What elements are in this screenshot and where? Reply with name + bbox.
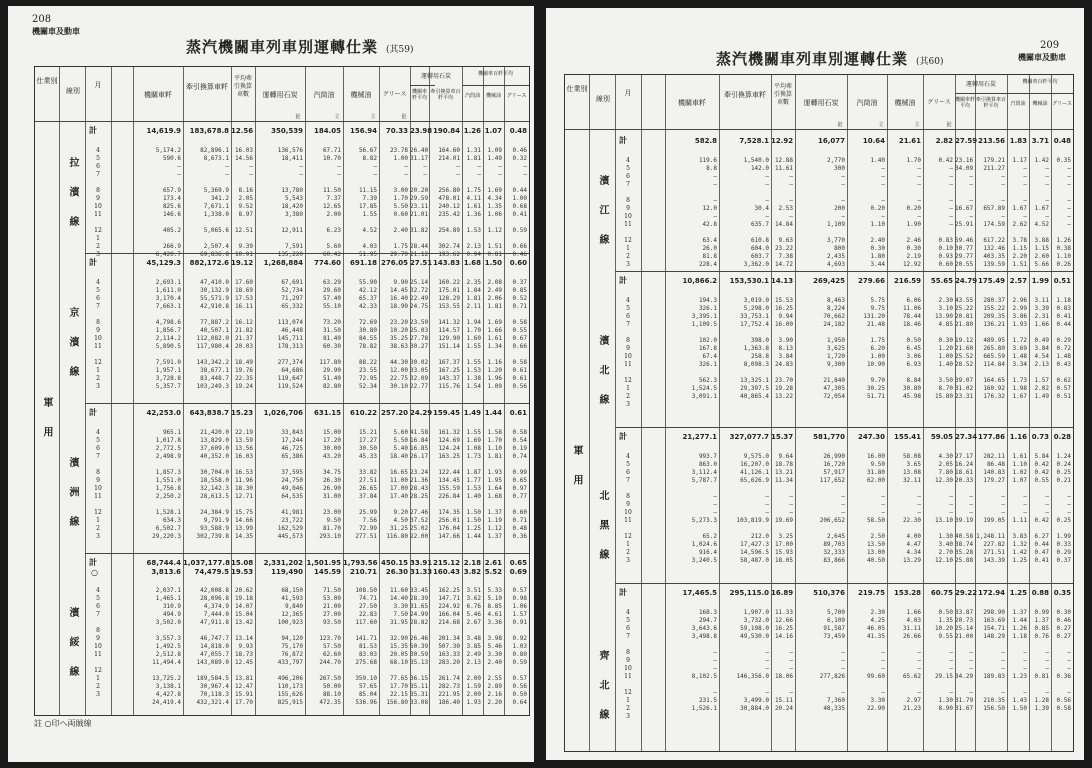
- total-cell: 7,528.1: [739, 137, 769, 145]
- value-column: 11.33 12.66 16.25 14.16 — — — 18.06 — 15.11 20.24: [774, 609, 793, 712]
- value-column: 2.30 3.10 13.90 4.85 0.30 1.20 1.00 1.40 3.50 8.70 15.80: [934, 297, 953, 400]
- value-column: 15.00 17.20 30.00 43.20 34.75 26.30 26.90 31.00 23.00 9.50 81.70 293.10: [319, 429, 341, 540]
- total-cell: 27.34: [955, 433, 978, 441]
- value-column: 63.29 29.60 57.40 55.10 73.20 31.50 81.40 60.30 117.80 29.90 51.40 82.80: [319, 279, 341, 390]
- header-loco-km: 機關車粁: [678, 99, 706, 107]
- header-coal-per-car: 牽引換算車百粁平均: [975, 97, 1006, 109]
- header-month: 月: [94, 81, 102, 89]
- value-column: 25.14 32.72 22.49 24.75 23.50 25.03 27.78 30.27 30.02 33.05 32.09 22.77: [410, 279, 429, 390]
- header-per100-grease: グリース: [1052, 101, 1072, 107]
- header-category: 仕業別: [36, 77, 58, 85]
- value-column: 282.11 86.48 140.83 179.27 — — — 199.05 1,248.11 227.82 271.51 143.39: [976, 453, 1005, 564]
- total-label: 計: [619, 587, 627, 597]
- month-column: 4 5 6 7 8 9 10 11 12 1 2 3: [624, 453, 632, 564]
- value-column: 0.57 0.98 1.06 1.57 0.91 0.92 1.03 0.80 0.59 0.57 0.56 0.50 0.64: [512, 587, 527, 706]
- total-cell: 45,129.3: [146, 259, 181, 267]
- data-table: 仕業別 線別 月 機關車粁 牽引換算車粁 平均牽引換算車數 運轉用石炭 汽筒油 機械油 グリース 運轉用石炭 機關車粁平均 牽引換算車百粁平均 機關車百粁平均 汽筒油 機械油 グリース 瓩 立 立 瓩 軍 用 濱 江 線 濱 北 線 北 黑 線 齊 北 線 計 582.8 7,528.1 12.92 16,077 10.64 21.61 2.82 27.59 213.56 1.83 3.71 0.48 4 5 6 7 8 9 10 11 12 1 2 3 119.6 8.8 — — — 12.0 — 42.8 63.4 26.0 81.8 228.4 1,540.0 142.0 — — — 30.4 — 635.7 610.8 604.0 603.7 3,362.0 12.88 11.61 — — — 2.53 — 14.84 9.63 23.22 7.38 14.72 2,770 300 — — — 200 — 1,109 3,770 800 2,435 4,693 1.40 — — — — 0.20 — 1.10 2.40 0.30 1.80 3.44 1.70 — — — — 0.20 — 1.90 2.46 0.30 2.19 12.92 0.42 — — — — — — — 0.83 0.10 0.93 0.60 23.16 34.09 — — — 16.67 — 25.91 59.46 30.77 29.77 20.55 179.21 211.27 — — — 657.89 — 174.59 617.22 132.46 403.35 139.59 1.17 — — — — 1.67 — 2.62 3.78 1.15 2.20 1.51 1.42 — — — — 1.67 — 4.52 3.88 1.15 2.60 5.66 0.35 — — — — — — — 1.26 0.38 1.10 0.26 計 10,866.2 153,530.1 14.13 269,425 279.66 216.59 55.65 24.79 175.49 2.57 1.99 0.51 4 5 6 7 8 9 10 11 12 1 2 3 194.3 326.1 3,395.1 1,109.5 102.0 167.8 67.4 326.1 562.3 1,524.5 3,091.1 3,019.0 5,298.0 33,753.1 17,752.4 398.0 1,363.8 258.8 8,098.3 13,325.1 29,397.5 40,865.4 15.53 16.25 9.94 16.00 3.90 8.13 3.84 24.83 23.70 19.28 13.22 8,463 8,224 70,662 24,182 1,950 3,625 1,720 9,300 21,840 47,305 72,054 5.75 9.75 131.20 21.48 1.75 6.20 1.00 10.90 9.70 30.25 51.71 6.06 11.06 78.44 18.46 0.50 6.45 3.06 6.93 8.84 30.80 45.98 2.30 3.10 13.90 4.85 0.30 1.20 1.00 1.40 3.50 8.70 15.80 43.55 25.22 20.81 21.80 19.12 21.60 25.52 28.52 39.07 31.02 23.31 280.37 155.22 209.35 136.21 489.95 265.80 665.59 114.84 164.65 160.92 176.32 2.96 2.99 3.86 1.93 1.72 3.69 1.48 3.34 1.73 1.98 1.67 3.11 3.39 2.31 1.66 0.49 3.84 4.54 2.13 1.57 2.02 1.49 1.18 0.83 0.41 0.44 0.29 0.72 1.48 0.43 0.62 0.57 0.51 計 21,277.1 327,077.7 15.37 581,770 247.30 155.41 59.05 27.34 177.86 1.16 0.73 0.28 4 5 6 7 8 9 10 11 12 1 2 3 993.7 863.0 3,112.4 5,787.7 — — — 5,273.3 65.2 1,024.6 916.4 3,240.5 9,575.0 16,207.0 41,126.1 65,626.9 — — — 103,819.9 212.0 17,427.3 14,596.5 58,487.0 9.64 18.78 13.21 11.34 — — — 19.69 3.25 17.00 15.93 18.05 26,990 16,720 57,917 117,652 — — — 206,652 2,645 89,703 32,333 83,866 16.00 9.50 31.80 62.00 — — — 58.50 2.50 13.50 13.00 40.50 58.08 3.65 13.08 32.11 — — — 22.30 4.00 4.47 4.34 13.29 4.30 2.05 7.80 12.30 — — — 13.10 1.30 3.40 2.70 12.10 27.17 16.24 18.61 20.33 — — — 39.19 40.58 38.74 35.28 25.88 282.11 86.48 140.83 179.27 — — — 199.05 1,248.11 227.82 271.51 143.39 1.61 1.10 1.02 1.07 — — — 1.11 3.83 1.32 1.42 1.25 5.84 0.42 0.42 0.55 — — — 0.42 6.27 0.44 0.47 0.41 1.24 0.24 0.25 0.21 — — — 0.25 1.99 0.33 0.29 0.37 計 17,465.5 295,115.0 16.89 510,376 219.75 153.28 60.75 29.22 172.94 1.25 0.88 0.35 4 5 6 7 8 9 10 11 12 1 2 3 168.3 294.7 3,643.6 3,498.8 — — — 8,102.5 — 231.5 1,526.1 1,907.0 3,732.0 59,198.0 49,530.0 — — — 146,356.0 — 3,499.0 30,884.0 11.33 12.66 16.25 14.16 — — — 18.06 — 15.11 20.24 5,700 6,109 91,587 73,459 — — — 277,826 — 7,360 48,335 2.30 4.25 46.05 41.35 — — — 99.60 — 3.30 22.90 1.66 4.03 31.11 26.66 — — — 65.62 — 2.97 21.23 0.50 1.35 10.20 9.55 — — — 29.15 — 1.30 8.90 33.87 20.73 25.14 21.00 — — — 34.29 — 31.79 31.67 298.90 163.69 154.71 148.29 — — — 189.83 — 210.35 156.50 1.37 1.44 1.26 1.18 — — — 1.23 — 1.43 1.50 0.99 1.37 0.85 0.76 — — — 0.81 — 1.28 1.39 0.30 0.46 0.27 0.27 — — — 0.36 — 0.56 0.58: [564, 74, 1074, 752]
- total-cell: 882,172.6: [189, 259, 229, 267]
- value-column: 0.99 1.37 0.85 0.76 — — — 0.81 — 1.28 1.39: [1034, 609, 1049, 712]
- total-cell: 2,331,202: [263, 559, 303, 567]
- total-cell: 295,115.0: [729, 589, 769, 597]
- subtotal-label: ○: [91, 567, 98, 577]
- table-number: (其59): [386, 45, 414, 55]
- page-number: 209: [1040, 40, 1060, 51]
- total-cell: 1.25: [1009, 589, 1027, 597]
- value-column: 161.32 124.69 124.24 163.25 122.44 134.45 155.59 226.84 174.35 256.01 176.04 147.66: [438, 429, 460, 540]
- value-column: 23.16 34.09 — — — 16.67 — 25.91 59.46 30.77 29.77 20.55: [955, 157, 974, 268]
- total-cell: 29.22: [955, 589, 978, 597]
- total-cell: 1,268,884: [263, 259, 303, 267]
- value-column: 9.64 18.78 13.21 11.34 — — — 19.69 3.25 17.00 15.93 18.05: [774, 453, 793, 564]
- total-cell: 55.65: [930, 277, 953, 285]
- total-cell: 183,678.8: [189, 127, 229, 135]
- total-cell: 0.73: [1031, 433, 1049, 441]
- value-column: 41.58 16.84 16.85 26.17 23.24 21.36 28.43 28.25 27.46 37.52 25.02 22.00: [410, 429, 429, 540]
- total-cell: 276.05: [380, 259, 408, 267]
- value-column: 23.78 1.00 — — 3.00 1.70 5.50 0.60 2.40 1.75 29.70: [389, 147, 408, 258]
- header-month: 月: [624, 89, 632, 97]
- header-avg-tug: 平均牽引換算車數: [233, 75, 252, 98]
- value-column: 1.61 1.10 1.02 1.07 — — — 1.11 3.83 1.32 1.42 1.25: [1012, 453, 1027, 564]
- month-column: 4 5 6 7 8 9 10 11 12 1 2 3: [94, 279, 102, 390]
- line-name: 濱 北 線: [597, 335, 608, 412]
- total-cell: 17,465.5: [682, 589, 717, 597]
- value-column: 71.50 53.00 21.00 27.00 93.50 123.70 57.50 62.60 244.70 267.50 50.00 88.10 472.35: [319, 587, 341, 706]
- total-cell: 774.60: [313, 259, 341, 267]
- value-column: 17.60 18.69 17.53 16.11 16.12 21.82 21.37 20.03 18.49 19.76 22.35 19.24: [234, 279, 253, 390]
- subtotal-cell: 0.69: [509, 568, 527, 576]
- total-cell: 21.61: [898, 137, 921, 145]
- total-cell: 0.88: [1031, 589, 1049, 597]
- section-label: 機關車及動車: [32, 26, 80, 36]
- value-column: 26,990 16,720 57,917 117,652 — — — 206,652 2,645 89,703 32,333 83,866: [819, 453, 845, 564]
- header-per100-group: 機關車百粁平均: [1022, 79, 1058, 85]
- page-title: 蒸汽機關車列車別運轉仕業 (其60): [716, 50, 944, 68]
- header-loco-km: 機關車粁: [144, 91, 172, 99]
- subtotal-cell: 74,479.5: [194, 568, 229, 576]
- header-cyl-oil: 汽筒油: [856, 99, 878, 107]
- value-column: 43.55 25.22 20.81 21.80 19.12 21.60 25.52 28.52 39.07 31.02 23.31: [955, 297, 974, 400]
- month-column: 4 5 6 7 8 9 10 11 12 1 2 3: [94, 147, 102, 258]
- line-name: 北 黑 線: [597, 490, 608, 567]
- month-column: 4 5 6 7 8 9 10 11 12 1 2 3: [624, 609, 632, 720]
- value-column: 119.6 8.8 — — — 12.0 — 42.8 63.4 26.0 81.8 228.4: [698, 157, 717, 268]
- total-cell: 1,501.95: [306, 559, 341, 567]
- value-column: 3.11 3.39 2.31 1.66 0.49 3.84 4.54 2.13 1.57 2.02 1.49: [1034, 297, 1049, 400]
- total-cell: 12.56: [231, 127, 254, 135]
- value-column: 1.31 1.81 — — 1.75 4.11 1.61 1.36 1.53 2.13 0.94: [466, 147, 481, 258]
- total-cell: 16.89: [771, 589, 794, 597]
- value-column: 12.88 11.61 — — — 2.53 — 14.84 9.63 23.22 7.38 14.72: [774, 157, 793, 268]
- value-column: 15.21 17.27 30.50 45.33 33.82 27.51 26.65 37.84 25.99 7.56 72.99 277.51: [355, 429, 377, 540]
- footnote: 註 ○印ヘ両賊線: [34, 719, 92, 728]
- value-column: 5,700 6,109 91,587 73,459 — — — 277,826 — 7,360 48,335: [819, 609, 845, 712]
- header-line: 線別: [66, 87, 80, 95]
- total-cell: 691.18: [349, 259, 377, 267]
- total-cell: 450.15: [380, 559, 408, 567]
- total-cell: 177.86: [977, 433, 1005, 441]
- total-cell: 2.57: [1009, 277, 1027, 285]
- total-cell: 2.18: [463, 559, 481, 567]
- value-column: 1.58 1.70 1.10 1.81 1.93 1.95 1.64 1.68 1.37 1.19 1.12 1.37: [487, 429, 502, 540]
- total-cell: 16,077: [817, 137, 845, 145]
- total-cell: 159.45: [432, 409, 460, 417]
- total-cell: 24.79: [955, 277, 978, 285]
- total-cell: 257.20: [380, 409, 408, 417]
- subtotal-cell: 160.43: [432, 568, 460, 576]
- header-avg-tug: 平均牽引換算車數: [773, 83, 792, 106]
- header-category: 仕業別: [566, 85, 588, 93]
- total-cell: 213.56: [977, 137, 1005, 145]
- total-cell: 1.49: [463, 409, 481, 417]
- total-cell: 0.60: [509, 259, 527, 267]
- header-coal: 運轉用石炭: [262, 91, 298, 99]
- header-coal-avg-group: 運轉用石炭: [965, 81, 996, 88]
- value-column: 1.40 — — — — 0.20 — 1.10 2.40 0.30 1.80 3.44: [870, 157, 885, 268]
- value-column: 16.00 9.50 31.80 62.00 — — — 58.50 2.50 13.50 13.00 40.50: [866, 453, 885, 564]
- value-column: 20.62 19.18 14.07 15.04 13.42 13.14 9.93 18.73 12.45 13.81 12.47 15.91 17.70: [234, 587, 253, 706]
- value-column: 67.71 10.70 — — 11.50 7.37 12.65 2.00 6.23 5.60 60.42: [322, 147, 341, 258]
- value-column: 1.55 1.69 1.08 1.73 1.87 1.77 1.53 1.40 1.50 1.50 1.25 1.44: [466, 429, 481, 540]
- total-cell: 19.12: [231, 259, 254, 267]
- total-cell: 279.66: [857, 277, 885, 285]
- value-column: 4.30 2.05 7.80 12.30 — — — 13.10 1.30 3.40 2.70 12.10: [934, 453, 953, 564]
- total-cell: 27.51: [410, 259, 433, 267]
- value-column: 33.87 20.73 25.14 21.00 — — — 34.29 — 31.79 31.67: [955, 609, 974, 712]
- total-cell: 2.82: [935, 137, 953, 145]
- total-label: 計: [89, 257, 97, 267]
- value-column: 2.96 2.99 3.86 1.93 1.72 3.69 1.48 3.34 1.73 1.98 1.67: [1012, 297, 1027, 400]
- subtotal-cell: 31.33: [410, 568, 433, 576]
- total-row: [35, 259, 529, 269]
- value-column: 58.08 3.65 13.08 32.11 — — — 22.30 4.00 4.47 4.34 13.29: [902, 453, 921, 564]
- header-tug-km: 牽引換算車粁: [724, 91, 766, 99]
- total-cell: 15.37: [771, 433, 794, 441]
- subtotal-cell: 119,490: [271, 568, 303, 576]
- total-cell: 1,026,706: [263, 409, 303, 417]
- subtotal-cell: 210.71: [349, 568, 377, 576]
- value-column: 194.3 326.1 3,395.1 1,109.5 102.0 167.8 67.4 326.1 562.3 1,524.5 3,091.1: [691, 297, 717, 400]
- value-column: 26.40 31.17 — — 20.20 29.59 23.11 21.01 31.82 28.44 21.12: [410, 147, 429, 258]
- subtotal-row: [35, 568, 529, 578]
- total-label: 計: [619, 135, 627, 145]
- value-column: 22.19 13.59 13.56 16.03 16.53 11.96 18.30 12.71 15.75 14.66 13.99 14.35: [234, 429, 253, 540]
- value-column: 0.30 0.46 0.27 0.27 — — — 0.36 — 0.56 0.58: [1056, 609, 1071, 712]
- total-cell: 190.84: [432, 127, 460, 135]
- value-column: 42,008.8 28,096.8 4,374.9 7,444.0 47,911.8 46,747.7 14,818.0 47,055.7 143,089.0 189,584.5 30,967.4 70,118.3 432,321.4: [196, 587, 229, 706]
- total-cell: 1.68: [463, 259, 481, 267]
- total-cell: 510,376: [813, 589, 845, 597]
- total-cell: 1.07: [484, 127, 502, 135]
- total-cell: 1.26: [463, 127, 481, 135]
- total-cell: 1.50: [484, 259, 502, 267]
- subtotal-cell: 3,813.6: [151, 568, 181, 576]
- total-cell: 42,253.0: [146, 409, 181, 417]
- total-cell: 1.83: [1009, 137, 1027, 145]
- value-column: 55.90 42.12 65.37 42.33 72.69 30.80 84.55 78.82 88.22 23.55 72.95 52.34: [358, 279, 377, 390]
- value-column: 9,575.0 16,207.0 41,126.1 65,626.9 — — — 103,819.9 212.0 17,427.3 14,596.5 58,487.0: [736, 453, 769, 564]
- value-column: 0.46 0.32 — — 0.44 1.00 0.68 0.41 0.59 0.66 0.46: [512, 147, 527, 258]
- value-column: 0.37 0.85 0.52 0.71 0.58 0.55 0.67 0.66 0.58 0.61 0.61 0.56: [512, 279, 527, 390]
- header-coal-per-loco: 機關車粁平均: [955, 97, 976, 109]
- table-number: (其60): [916, 57, 944, 67]
- header-cyl-oil: 汽筒油: [313, 91, 335, 99]
- subtotal-cell: 5.52: [484, 568, 502, 576]
- total-cell: 582.8: [694, 137, 717, 145]
- category-label: 軍 用: [571, 445, 582, 493]
- header-per100-cyl: 汽筒油: [1010, 101, 1026, 107]
- right-page: [546, 8, 1084, 760]
- value-column: 2,770 300 — — — 200 — 1,109 3,770 800 2,435 4,693: [826, 157, 845, 268]
- total-label: 計: [619, 431, 627, 441]
- header-coal: 運轉用石炭: [803, 99, 839, 107]
- total-cell: 216.59: [893, 277, 921, 285]
- line-name: 濱 江 線: [597, 175, 608, 252]
- header-per100-grease: グリース: [506, 93, 527, 99]
- total-cell: 59.05: [930, 433, 953, 441]
- total-row: [565, 433, 1073, 443]
- value-column: 280.37 155.22 209.35 136.21 489.95 265.80 665.59 114.84 164.65 160.92 176.32: [983, 297, 1005, 400]
- total-cell: 0.51: [1053, 277, 1071, 285]
- value-column: 1.70 — — — — 0.20 — 1.90 2.46 0.30 2.19 12.92: [902, 157, 921, 268]
- total-cell: 68,744.4: [146, 559, 181, 567]
- value-column: 162.25 147.71 224.92 166.04 214.68 201.34 507.30 163.33 283.20 261.74 282.73 221.95 186.40: [438, 587, 460, 706]
- month-column: 4 5 6 7 8 9 10 11 12 1 2 3: [94, 587, 102, 698]
- line-name: 京 濱 線: [67, 307, 78, 384]
- section-label: 機關車及動車: [1018, 52, 1066, 62]
- value-column: 68,150 41,593 9,840 12,365 100,923 94,120 75,170 76,872 433,797 496,206 110,173 155,626 825,915: [277, 587, 303, 706]
- header-grease: グリース: [382, 91, 407, 98]
- value-column: 33.45 28.39 31.65 24.99 28.82 26.46 50.39 30.59 35.13 36.15 35.11 35.31 33.08: [410, 587, 429, 706]
- value-column: 5.84 0.42 0.42 0.55 — — — 0.42 6.27 0.44 0.47 0.41: [1034, 453, 1049, 564]
- value-column: 3,019.0 5,298.0 33,753.1 17,752.4 398.0 1,363.8 258.8 8,098.3 13,325.1 29,397.5 40,865.4: [740, 297, 769, 400]
- total-row: [565, 589, 1073, 599]
- total-cell: 33.91: [410, 559, 433, 567]
- value-column: 1,540.0 142.0 — — — 30.4 — 635.7 610.8 604.0 603.7 3,362.0: [743, 157, 769, 268]
- value-column: 2.08 2.49 2.06 1.81 1.69 1.66 1.61 1.34 1.16 1.20 1.96 1.09: [487, 279, 502, 390]
- total-cell: 643,838.7: [189, 409, 229, 417]
- value-column: 1.66 4.03 31.11 26.66 — — — 65.62 — 2.97 21.23: [902, 609, 921, 712]
- total-cell: 175.49: [977, 277, 1005, 285]
- total-cell: 0.61: [509, 409, 527, 417]
- total-cell: 10,866.2: [682, 277, 717, 285]
- total-label: 計: [89, 407, 97, 417]
- value-column: 8,463 8,224 70,662 24,182 1,950 3,625 1,720 9,300 21,840 47,305 72,054: [823, 297, 845, 400]
- value-column: 82,896.1 8,673.1 — — 5,369.9 341.2 7,671.1 1,338.0 5,065.6 2,507.4 69,836.8: [200, 147, 229, 258]
- value-column: 136,576 18,411 — — 13,780 5,543 18,420 3,380 12,911 7,591 135,220: [277, 147, 303, 258]
- total-cell: 10.64: [862, 137, 885, 145]
- value-column: 2.30 4.25 46.05 41.35 — — — 99.60 — 3.30 22.90: [866, 609, 885, 712]
- value-column: 5,174.2 590.6 — — 657.9 173.4 825.6 146.6 405.2 266.9 6,420.7: [155, 147, 181, 258]
- value-column: 0.50 1.35 10.20 9.55 — — — 29.15 — 1.30 8.90: [934, 609, 953, 712]
- value-column: 5.60 5.50 5.40 18.40 16.65 11.00 17.00 17.40 9.20 4.50 31.25 116.80: [386, 429, 408, 540]
- total-cell: 0.65: [509, 559, 527, 567]
- total-cell: 631.15: [313, 409, 341, 417]
- value-column: 1.18 0.83 0.41 0.44 0.29 0.72 1.48 0.43 0.62 0.57 0.51: [1056, 297, 1071, 400]
- value-column: 15.53 16.25 9.94 16.00 3.90 8.13 3.84 24.83 23.70 19.28 13.22: [774, 297, 793, 400]
- total-cell: 15.23: [231, 409, 254, 417]
- subtotal-cell: 3.82: [463, 568, 481, 576]
- value-column: 160.22 175.01 128.29 153.55 141.32 114.57 129.90 151.14 167.37 167.25 143.37 115.76: [438, 279, 460, 390]
- total-cell: 327,077.7: [729, 433, 769, 441]
- page-number: 208: [32, 14, 52, 25]
- header-line: 線別: [596, 95, 610, 103]
- value-column: 168.3 294.7 3,643.6 3,498.8 — — — 8,102.5 — 231.5 1,526.1: [691, 609, 717, 712]
- total-row: [565, 137, 1073, 147]
- value-column: 2.35 1.84 1.81 2.11 1.94 1.70 1.60 1.55 1.55 1.53 1.38 1.54: [466, 279, 481, 390]
- total-cell: 24.29: [410, 409, 433, 417]
- total-cell: 2.61: [484, 559, 502, 567]
- value-column: 2,693.1 1,611.0 3,170.4 7,663.1 4,798.6 1,856.7 2,114.2 5,890.5 7,591.0 1,957.1 3,728.8 5,357.7: [155, 279, 181, 390]
- total-cell: 156.94: [349, 127, 377, 135]
- value-column: 6.06 11.06 78.44 18.46 0.50 6.45 3.06 6.93 8.84 30.80 45.98: [902, 297, 921, 400]
- value-column: 179.21 211.27 — — — 657.89 — 174.59 617.22 132.46 403.35 139.59: [983, 157, 1005, 268]
- total-cell: 1,037,177.8: [183, 559, 230, 567]
- value-column: 11.60 14.40 3.30 7.50 31.95 32.90 15.35 20.05 68.10 77.65 17.70 22.15 156.80: [386, 587, 408, 706]
- page-title: 蒸汽機關車列車別運轉仕業 (其59): [186, 38, 414, 56]
- total-cell: 610.22: [349, 409, 377, 417]
- total-cell: 350,539: [271, 127, 303, 135]
- subtotal-cell: 26.30: [385, 568, 408, 576]
- total-cell: 3.71: [1031, 137, 1049, 145]
- line-name: 濱 綏 線: [67, 607, 78, 684]
- total-cell: 14.13: [771, 277, 794, 285]
- total-cell: 247.30: [857, 433, 885, 441]
- total-label: 計: [619, 275, 627, 285]
- value-column: 33,843 17,244 46,725 65,386 37,595 24,750 49,046 64,535 41,981 23,722 162,529 445,573: [277, 429, 303, 540]
- total-cell: 143.83: [432, 259, 460, 267]
- total-cell: 12.92: [771, 137, 794, 145]
- value-column: 298.90 163.69 154.71 148.29 — — — 189.83 — 210.35 156.50: [983, 609, 1005, 712]
- total-label: 計: [89, 125, 97, 135]
- value-column: 0.35 — — — — — — — 1.26 0.38 1.10 0.26: [1056, 157, 1071, 268]
- total-cell: 15.08: [231, 559, 254, 567]
- value-column: 164.60 214.01 — — 256.80 478.01 240.12 235.42 254.89 302.74 193.62: [438, 147, 460, 258]
- total-cell: 215.12: [432, 559, 460, 567]
- month-column: 4 5 6 7 8 9 10 11 12 1 2 3: [624, 297, 632, 408]
- header-per100-group: 機關車百粁平均: [477, 71, 513, 77]
- total-cell: 60.75: [930, 589, 953, 597]
- value-column: 1.24 0.24 0.25 0.21 — — — 0.25 1.99 0.33 0.29 0.37: [1056, 453, 1071, 564]
- line-name: 拉 濱 線: [67, 157, 78, 234]
- value-column: 1.09 1.49 — — 1.69 4.34 1.35 1.06 1.12 1.51 0.81: [487, 147, 502, 258]
- header-coal-per-loco: 機關車粁平均: [411, 89, 427, 101]
- value-column: 2,037.1 1,465.1 310.9 494.9 3,502.0 3,557.3 1,492.5 2,512.8 11,494.4 13,725.2 3,138.1 4,427.8 24,419.4: [152, 587, 181, 706]
- line-name: 濱 洲 線: [67, 457, 78, 534]
- value-column: 9.90 14.45 16.40 18.90 23.20 10.20 35.25 38.63 44.30 12.00 22.75 30.10: [389, 279, 408, 390]
- value-column: 1.17 — — — — 1.67 — 2.62 3.78 1.15 2.20 1.51: [1012, 157, 1027, 268]
- value-column: 67,691 52,734 71,297 65,332 113,074 46,448 145,711 178,313 277,374 64,686 119,647 119,524: [277, 279, 303, 390]
- value-column: 1,907.0 3,732.0 59,198.0 49,530.0 — — — 146,356.0 — 3,499.0 30,884.0: [736, 609, 769, 712]
- total-row: [35, 127, 529, 137]
- total-cell: 153.28: [893, 589, 921, 597]
- header-tug-km: 牽引換算車粁: [186, 83, 228, 91]
- total-cell: 269,425: [813, 277, 845, 285]
- value-column: 56.67 8.82 — — 11.15 7.39 17.85 1.55 4.52 4.03 51.95: [358, 147, 377, 258]
- header-per100-mach: 機械油: [1032, 101, 1048, 107]
- value-column: 16.03 14.56 — — 8.16 2.05 9.52 8.97 12.51 9.39 10.91: [234, 147, 253, 258]
- value-column: 0.42 — — — — — — — 0.83 0.10 0.93 0.60: [938, 157, 953, 268]
- total-cell: 21,277.1: [682, 433, 717, 441]
- header-coal-per-car: 牽引換算車百粁平均: [430, 89, 461, 101]
- value-column: 5.33 5.10 8.85 4.61 3.36 3.98 5.46 3.30 2.40 2.55 2.89 2.16 2.20: [487, 587, 502, 706]
- total-cell: 153,530.1: [729, 277, 769, 285]
- header-grease: グリース: [927, 99, 951, 106]
- value-column: 1.37 1.44 1.26 1.18 — — — 1.23 — 1.43 1.50: [1012, 609, 1027, 712]
- value-column: 0.58 0.54 0.19 0.74 0.99 0.65 0.97 0.77 0.60 0.71 0.48 0.36: [512, 429, 527, 540]
- left-page: [8, 6, 534, 762]
- month-column: 4 5 6 7 8 9 10 11 12 1 2 3: [94, 429, 102, 540]
- value-column: 108.50 74.71 27.50 22.83 117.60 141.71 81.53 83.03 275.68 359.10 57.65 85.04 536.96: [355, 587, 377, 706]
- month-column: 4 5 6 7 8 9 10 11 12 1 2 3: [624, 157, 632, 268]
- total-cell: 0.35: [1053, 589, 1071, 597]
- total-cell: 0.48: [509, 127, 527, 135]
- total-row: [565, 277, 1073, 287]
- total-label: 計: [89, 557, 97, 567]
- header-per100-cyl: 汽筒油: [464, 93, 480, 99]
- total-cell: 27.59: [955, 137, 978, 145]
- header-coal-avg-group: 運轉用石炭: [420, 73, 451, 80]
- value-column: 21,420.0 13,829.0 37,609.0 40,352.0 30,704.0 18,558.0 32,142.3 28,613.5 24,384.9 9,791.9 93,588.9 302,739.8: [196, 429, 229, 540]
- header-mach-oil: 機械油: [350, 91, 372, 99]
- subtotal-cell: 19.53: [231, 568, 254, 576]
- value-column: 27.17 16.24 18.61 20.33 — — — 39.19 40.58 38.74 35.28 25.88: [955, 453, 974, 564]
- category-label: 軍 用: [41, 397, 52, 445]
- subtotal-cell: 145.59: [313, 568, 341, 576]
- data-table: 仕業別 線別 月 機關車粁 牽引換算車粁 平均牽引換算車數 運轉用石炭 汽筒油 機械油 グリース 運轉用石炭 機關車粁平均 牽引換算車百粁平均 機關車百粁平均 汽筒油 機械油 グリース 瓩 立 立 瓩 軍 用 拉 濱 線 京 濱 線 濱 洲 線 濱 綏 線 計 14,619.9 183,678.8 12.56 350,539 184.05 156.94 70.33 23.98 190.84 1.26 1.07 0.48 4 5 6 7 8 9 10 11 12 1 2 3 5,174.2 590.6 — — 657.9 173.4 825.6 146.6 405.2 266.9 6,420.7 82,896.1 8,673.1 — — 5,369.9 341.2 7,671.1 1,338.0 5,065.6 2,507.4 69,836.8 16.03 14.56 — — 8.16 2.05 9.52 8.97 12.51 9.39 10.91 136,576 18,411 — — 13,780 5,543 18,420 3,380 12,911 7,591 135,220 67.71 10.70 — — 11.50 7.37 12.65 2.00 6.23 5.60 60.42 56.67 8.82 — — 11.15 7.39 17.85 1.55 4.52 4.03 51.95 23.78 1.00 — — 3.00 1.70 5.50 0.60 2.40 1.75 29.70 26.40 31.17 — — 20.20 29.59 23.11 21.01 31.82 28.44 21.12 164.60 214.01 — — 256.80 478.01 240.12 235.42 254.89 302.74 193.62 1.31 1.81 — — 1.75 4.11 1.61 1.36 1.53 2.13 0.94 1.09 1.49 — — 1.69 4.34 1.35 1.06 1.12 1.51 0.81 0.46 0.32 — — 0.44 1.00 0.68 0.41 0.59 0.66 0.46 計 45,129.3 882,172.6 19.12 1,268,884 774.60 691.18 276.05 27.51 143.83 1.68 1.50 0.60 4 5 6 7 8 9 10 11 12 1 2 3 2,693.1 1,611.0 3,170.4 7,663.1 4,798.6 1,856.7 2,114.2 5,890.5 7,591.0 1,957.1 3,728.8 5,357.7 47,410.0 30,132.9 55,571.9 42,910.8 77,887.2 40,507.1 112,082.0 117,980.4 143,342.2 38,677.1 83,448.7 103,249.3 17.60 18.69 17.53 16.11 16.12 21.82 21.37 20.03 18.49 19.76 22.35 19.24 67,691 52,734 71,297 65,332 113,074 46,448 145,711 178,313 277,374 64,686 119,647 119,524 63.29 29.60 57.40 55.10 73.20 31.50 81.40 60.30 117.80 29.90 51.40 82.80 55.90 42.12 65.37 42.33 72.69 30.80 84.55 78.82 88.22 23.55 72.95 52.34 9.90 14.45 16.40 18.90 23.20 10.20 35.25 38.63 44.30 12.00 22.75 30.10 25.14 32.72 22.49 24.75 23.50 25.03 27.78 30.27 30.02 33.05 32.09 22.77 160.22 175.01 128.29 153.55 141.32 114.57 129.90 151.14 167.37 167.25 143.37 115.76 2.35 1.84 1.81 2.11 1.94 1.70 1.60 1.55 1.55 1.53 1.38 1.54 2.08 2.49 2.06 1.81 1.69 1.66 1.61 1.34 1.16 1.20 1.96 1.09 0.37 0.85 0.52 0.71 0.58 0.55 0.67 0.66 0.58 0.61 0.61 0.56 計 42,253.0 643,838.7 15.23 1,026,706 631.15 610.22 257.20 24.29 159.45 1.49 1.44 0.61 4 5 6 7 8 9 10 11 12 1 2 3 965.1 1,017.8 2,772.5 2,498.9 1,857.3 1,551.0 1,756.8 2,250.2 1,528.1 634.3 6,502.7 29,220.3 21,420.0 13,829.0 37,609.0 40,352.0 30,704.0 18,558.0 32,142.3 28,613.5 24,384.9 9,791.9 93,588.9 302,739.8 22.19 13.59 13.56 16.03 16.53 11.96 18.30 12.71 15.75 14.66 13.99 14.35 33,843 17,244 46,725 65,386 37,595 24,750 49,046 64,535 41,981 23,722 162,529 445,573 15.00 17.20 30.00 43.20 34.75 26.30 26.90 31.00 23.00 9.50 81.70 293.10 15.21 17.27 30.50 45.33 33.82 27.51 26.65 37.84 25.99 7.56 72.99 277.51 5.60 5.50 5.40 18.40 16.65 11.00 17.00 17.40 9.20 4.50 31.25 116.80 41.58 16.84 16.85 26.17 23.24 21.36 28.43 28.25 27.46 37.52 25.02 22.00 161.32 124.69 124.24 163.25 122.44 134.45 155.59 226.84 174.35 256.01 176.04 147.66 1.55 1.69 1.08 1.73 1.87 1.77 1.53 1.40 1.50 1.50 1.25 1.44 1.58 1.70 1.10 1.81 1.93 1.95 1.64 1.68 1.37 1.19 1.12 1.37 0.58 0.54 0.19 0.74 0.99 0.65 0.97 0.77 0.60 0.71 0.48 0.36 計 68,744.4 1,037,177.8 15.08 2,331,202 1,501.95 1,793.56 450.15 33.91 215.12 2.18 2.61 0.65 ○ 3,813.6 74,479.5 19.53 119,490 145.59 210.71 26.30 31.33 160.43 3.82 5.52 0.69 4 5 6 7 8 9 10 11 12 1 2 3 2,037.1 1,465.1 310.9 494.9 3,502.0 3,557.3 1,492.5 2,512.8 11,494.4 13,725.2 3,138.1 4,427.8 24,419.4 42,008.8 28,096.8 4,374.9 7,444.0 47,911.8 46,747.7 14,818.0 47,055.7 143,089.0 189,584.5 30,967.4 70,118.3 432,321.4 20.62 19.18 14.07 15.04 13.42 13.14 9.93 18.73 12.45 13.81 12.47 15.91 17.70 68,150 41,593 9,840 12,365 100,923 94,120 75,170 76,872 433,797 496,206 110,173 155,626 825,915 71.50 53.00 21.00 27.00 93.50 123.70 57.50 62.60 244.70 267.50 50.00 88.10 472.35 108.50 74.71 27.50 22.83 117.60 141.71 81.53 83.03 275.68 359.10 57.65 85.04 536.96 11.60 14.40 3.30 7.50 31.95 32.90 15.35 20.05 68.10 77.65 17.70 22.15 156.80 33.45 28.39 31.65 24.99 28.82 26.46 50.39 30.59 35.13 36.15 35.11 35.31 33.08 162.25 147.71 224.92 166.04 214.68 201.34 507.30 163.33 283.20 261.74 282.73 221.95 186.40 3.51 3.62 6.76 5.46 2.67 3.48 3.85 2.49 2.13 2.00 1.59 2.00 1.93 5.33 5.10 8.85 4.61 3.36 3.98 5.46 3.30 2.40 2.55 2.89 2.16 2.20 0.57 0.98 1.06 1.57 0.91 0.92 1.03 0.80 0.59 0.57 0.56 0.50 0.64: [34, 66, 530, 716]
- value-column: 965.1 1,017.8 2,772.5 2,498.9 1,857.3 1,551.0 1,756.8 2,250.2 1,528.1 634.3 6,502.7 29,220.3: [152, 429, 181, 540]
- total-cell: 0.48: [1053, 137, 1071, 145]
- total-cell: 219.75: [857, 589, 885, 597]
- total-cell: 0.28: [1053, 433, 1071, 441]
- value-column: 47,410.0 30,132.9 55,571.9 42,910.8 77,887.2 40,507.1 112,082.0 117,980.4 143,342.2 38,677.1 83,448.7 103,249.3: [196, 279, 229, 390]
- total-cell: 172.94: [977, 589, 1005, 597]
- line-name: 齊 北 線: [597, 650, 608, 727]
- total-cell: 1.16: [1009, 433, 1027, 441]
- header-per100-mach: 機械油: [485, 93, 501, 99]
- total-cell: 184.05: [313, 127, 341, 135]
- value-column: 993.7 863.0 3,112.4 5,787.7 — — — 5,273.3 65.2 1,024.6 916.4 3,240.5: [691, 453, 717, 564]
- total-cell: 1,793.56: [343, 559, 378, 567]
- total-cell: 155.41: [893, 433, 921, 441]
- total-cell: 14,619.9: [146, 127, 181, 135]
- value-column: 5.75 9.75 131.20 21.48 1.75 6.20 1.00 10.90 9.70 30.25 51.71: [863, 297, 885, 400]
- total-cell: 1.44: [484, 409, 502, 417]
- value-column: 3.51 3.62 6.76 5.46 2.67 3.48 3.85 2.49 2.13 2.00 1.59 2.00 1.93: [466, 587, 481, 706]
- total-cell: 581,770: [813, 433, 845, 441]
- total-row: [35, 409, 529, 419]
- header-mach-oil: 機械油: [894, 99, 916, 107]
- total-cell: 1.99: [1031, 277, 1049, 285]
- total-cell: 70.33: [385, 127, 408, 135]
- value-column: 1.42 — — — — 1.67 — 4.52 3.88 1.15 2.60 5.66: [1034, 157, 1049, 268]
- total-cell: 23.98: [410, 127, 433, 135]
